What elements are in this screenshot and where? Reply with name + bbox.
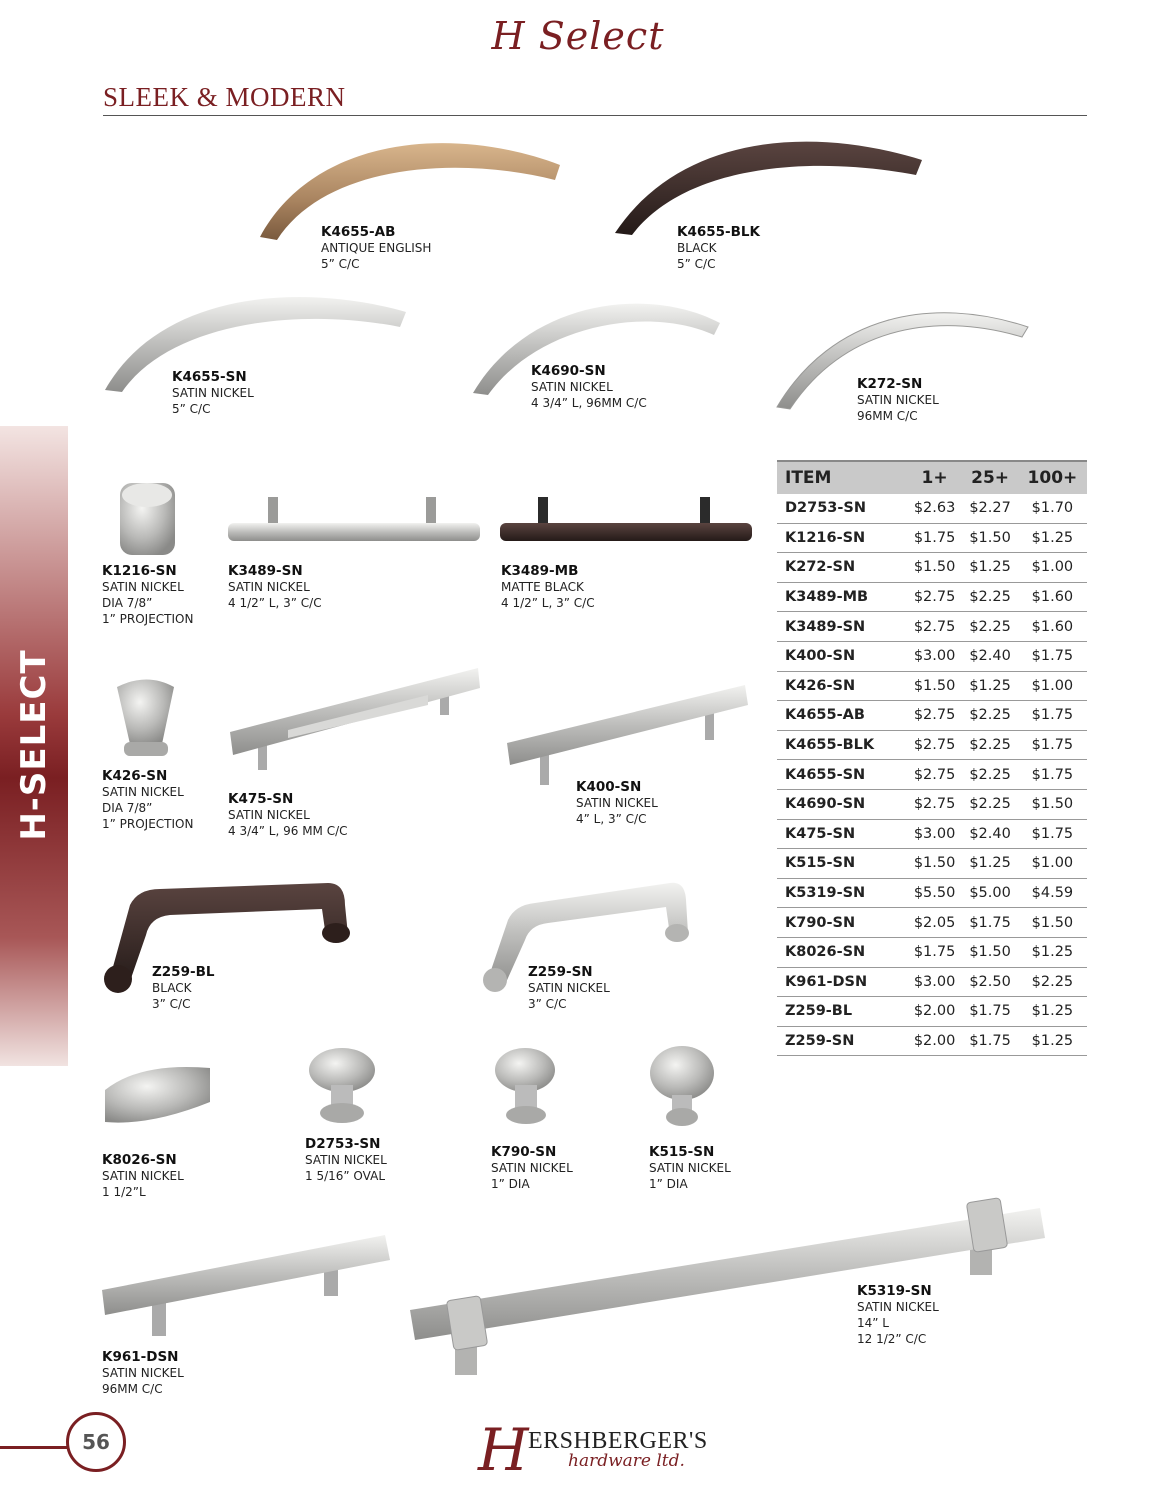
product-code: K790-SN [491,1144,557,1160]
price-cell: $5.00 [962,878,1017,908]
price-cell: $1.75 [962,997,1017,1027]
item-code-cell: K475-SN [777,819,907,849]
price-cell: $1.50 [1018,908,1087,938]
d2753-sn-image [305,1045,380,1130]
table-row [777,671,1087,701]
product-desc: SATIN NICKEL [857,1300,939,1314]
product-desc: 96MM C/C [857,409,918,423]
price-table-header [777,461,1087,494]
product-z259-bl [152,964,214,1012]
product-k272-sn [857,376,939,424]
item-code-cell: K515-SN [777,849,907,879]
item-code-cell: D2753-SN [777,494,907,523]
product-code: K272-SN [857,376,923,392]
item-code-cell: K4655-AB [777,701,907,731]
table-row [777,701,1087,731]
price-cell: $1.00 [1018,553,1087,583]
item-code-cell: K4690-SN [777,789,907,819]
price-cell: $1.75 [1018,760,1087,790]
product-k4655-ab [321,224,431,272]
item-code-cell: K5319-SN [777,878,907,908]
k790-sn-image [493,1045,563,1130]
product-desc: 3” C/C [152,997,191,1011]
item-code-cell: K3489-MB [777,582,907,612]
k475-sn-image [228,660,483,780]
product-desc: SATIN NICKEL [102,785,184,799]
product-desc: 1” PROJECTION [102,817,194,831]
product-code: K4655-BLK [677,224,760,240]
price-cell: $1.75 [1018,641,1087,671]
product-desc: 4 1/2” L, 3” C/C [501,596,595,610]
price-cell: $2.25 [962,701,1017,731]
table-row [777,553,1087,583]
product-desc: 3” C/C [528,997,567,1011]
price-cell: $2.00 [907,1026,962,1056]
price-cell: $1.70 [1018,494,1087,523]
section-title: SLEEK & MODERN [103,82,346,112]
k426-sn-image [112,672,182,762]
product-desc: SATIN NICKEL [857,393,939,407]
price-cell: $2.75 [907,612,962,642]
product-desc: 5” C/C [172,402,211,416]
product-k515-sn [649,1144,731,1192]
product-code: D2753-SN [305,1136,381,1152]
item-code-cell: K272-SN [777,553,907,583]
product-desc: SATIN NICKEL [649,1161,731,1175]
page-number [66,1412,126,1472]
product-desc: 5” C/C [677,257,716,271]
product-d2753-sn [305,1136,387,1184]
product-code: K4655-SN [172,369,247,385]
product-desc: MATTE BLACK [501,580,584,594]
product-k8026-sn [102,1152,184,1200]
price-cell: $1.25 [962,671,1017,701]
product-code: K8026-SN [102,1152,177,1168]
table-row [777,760,1087,790]
k400-sn-image [505,675,750,795]
item-code-cell: K400-SN [777,641,907,671]
table-row [777,789,1087,819]
product-desc: BLACK [677,241,717,255]
price-cell: $1.25 [1018,937,1087,967]
price-cell: $1.25 [962,553,1017,583]
price-cell: $2.25 [962,760,1017,790]
price-cell: $1.50 [907,671,962,701]
product-code: K5319-SN [857,1283,932,1299]
price-cell: $4.59 [1018,878,1087,908]
k1216-sn-image [115,475,180,565]
product-code: K400-SN [576,779,642,795]
price-cell: $2.50 [962,967,1017,997]
product-desc: SATIN NICKEL [228,808,310,822]
page-number-text: 56 [82,1430,110,1454]
header-divider [103,115,1087,116]
column-header: 25+ [962,461,1017,494]
price-cell: $2.40 [962,641,1017,671]
price-cell: $1.25 [1018,1026,1087,1056]
price-cell: $1.75 [962,908,1017,938]
column-header: 100+ [1018,461,1087,494]
k5319-sn-image [405,1190,1050,1385]
price-cell: $1.25 [1018,997,1087,1027]
table-row [777,937,1087,967]
column-header: 1+ [907,461,962,494]
column-header: ITEM [777,461,907,494]
product-code: K1216-SN [102,563,177,579]
table-row [777,612,1087,642]
price-cell: $2.40 [962,819,1017,849]
price-cell: $2.27 [962,494,1017,523]
price-cell: $1.75 [1018,730,1087,760]
product-desc: SATIN NICKEL [172,386,254,400]
product-k4655-blk [677,224,760,272]
table-row [777,641,1087,671]
item-code-cell: Z259-BL [777,997,907,1027]
price-table [777,460,1087,1056]
product-desc: 12 1/2” C/C [857,1332,927,1346]
price-cell: $1.50 [962,937,1017,967]
product-code: K4690-SN [531,363,606,379]
k4655-sn-image [100,282,410,397]
price-cell: $1.25 [962,849,1017,879]
price-cell: $1.75 [962,1026,1017,1056]
table-row [777,819,1087,849]
k3489-sn-image [228,495,483,550]
price-cell: $1.00 [1018,849,1087,879]
item-code-cell: K961-DSN [777,967,907,997]
price-cell: $1.50 [1018,789,1087,819]
item-code-cell: K8026-SN [777,937,907,967]
product-z259-sn [528,964,610,1012]
price-cell: $1.50 [962,523,1017,553]
product-code: K961-DSN [102,1349,179,1365]
product-desc: 4 3/4” L, 96MM C/C [531,396,647,410]
price-cell: $2.25 [962,582,1017,612]
product-desc: SATIN NICKEL [102,580,184,594]
price-cell: $2.25 [962,730,1017,760]
product-desc: SATIN NICKEL [531,380,613,394]
item-code-cell: K426-SN [777,671,907,701]
product-code: Z259-BL [152,964,215,980]
product-desc: 1” DIA [649,1177,688,1191]
logo-initial: H [478,1416,529,1484]
product-desc: SATIN NICKEL [491,1161,573,1175]
item-code-cell: Z259-SN [777,1026,907,1056]
price-cell: $2.75 [907,789,962,819]
product-k961-dsn [102,1349,184,1397]
price-cell: $3.00 [907,819,962,849]
k515-sn-image [648,1045,718,1130]
product-k4655-sn [172,369,254,417]
item-code-cell: K3489-SN [777,612,907,642]
price-cell: $1.50 [907,849,962,879]
logo-sub-text: hardware ltd. [568,1451,685,1471]
price-cell: $2.75 [907,701,962,731]
table-row [777,523,1087,553]
product-desc: DIA 7/8” [102,596,153,610]
product-code: K3489-SN [228,563,303,579]
logo-main-text: ERSHBERGER'S [528,1428,708,1454]
product-desc: SATIN NICKEL [102,1169,184,1183]
price-cell: $1.50 [907,553,962,583]
product-k3489-sn [228,563,322,611]
price-cell: $2.75 [907,730,962,760]
product-k790-sn [491,1144,573,1192]
table-row [777,997,1087,1027]
product-desc: 1 5/16” OVAL [305,1169,385,1183]
price-cell: $1.75 [907,523,962,553]
price-cell: $5.50 [907,878,962,908]
product-desc: SATIN NICKEL [305,1153,387,1167]
item-code-cell: K4655-BLK [777,730,907,760]
price-cell: $1.00 [1018,671,1087,701]
z259-bl-image [100,875,355,995]
product-desc: SATIN NICKEL [528,981,610,995]
item-code-cell: K790-SN [777,908,907,938]
product-code: K3489-MB [501,563,579,579]
price-cell: $1.75 [907,937,962,967]
price-cell: $3.00 [907,967,962,997]
item-code-cell: K4655-SN [777,760,907,790]
product-k426-sn [102,768,193,832]
product-desc: 4 3/4” L, 96 MM C/C [228,824,348,838]
product-k3489-mb [501,563,595,611]
product-code: Z259-SN [528,964,593,980]
product-desc: 1” PROJECTION [102,612,194,626]
table-row [777,582,1087,612]
product-k475-sn [228,791,348,839]
product-desc: SATIN NICKEL [228,580,310,594]
product-desc: 96MM C/C [102,1382,163,1396]
price-cell: $1.75 [1018,701,1087,731]
k3489-mb-image [500,495,755,550]
product-code: K515-SN [649,1144,715,1160]
product-desc: BLACK [152,981,192,995]
product-desc: 14” L [857,1316,889,1330]
price-cell: $2.75 [907,760,962,790]
table-row [777,494,1087,523]
page-number-line [0,1446,74,1449]
price-cell: $2.25 [962,789,1017,819]
product-desc: SATIN NICKEL [576,796,658,810]
price-cell: $2.25 [962,612,1017,642]
product-k1216-sn [102,563,193,627]
product-desc: SATIN NICKEL [102,1366,184,1380]
product-desc: DIA 7/8” [102,801,153,815]
price-cell: $2.63 [907,494,962,523]
product-desc: 1 1/2”L [102,1185,146,1199]
item-code-cell: K1216-SN [777,523,907,553]
table-row [777,908,1087,938]
product-k400-sn [576,779,658,827]
product-desc: 5” C/C [321,257,360,271]
brand-title: H Select [491,14,665,58]
product-desc: 4 1/2” L, 3” C/C [228,596,322,610]
k961-dsn-image [100,1230,395,1345]
table-row [777,849,1087,879]
price-cell: $1.25 [1018,523,1087,553]
product-code: K426-SN [102,768,168,784]
price-cell: $1.60 [1018,582,1087,612]
product-desc: 4” L, 3” C/C [576,812,647,826]
table-row [777,967,1087,997]
product-desc: ANTIQUE ENGLISH [321,241,432,255]
side-tab-label: H-SELECT [14,649,54,841]
product-code: K4655-AB [321,224,396,240]
k8026-sn-image [100,1060,215,1130]
price-cell: $3.00 [907,641,962,671]
price-cell: $2.75 [907,582,962,612]
price-cell: $2.25 [1018,967,1087,997]
table-row [777,730,1087,760]
product-k4690-sn [531,363,647,411]
price-cell: $1.60 [1018,612,1087,642]
product-code: K475-SN [228,791,294,807]
price-cell: $2.05 [907,908,962,938]
product-k5319-sn [857,1283,939,1347]
price-cell: $2.00 [907,997,962,1027]
price-cell: $1.75 [1018,819,1087,849]
table-row [777,1026,1087,1056]
product-desc: 1” DIA [491,1177,530,1191]
table-row [777,878,1087,908]
k4655-blk-image [610,125,925,240]
